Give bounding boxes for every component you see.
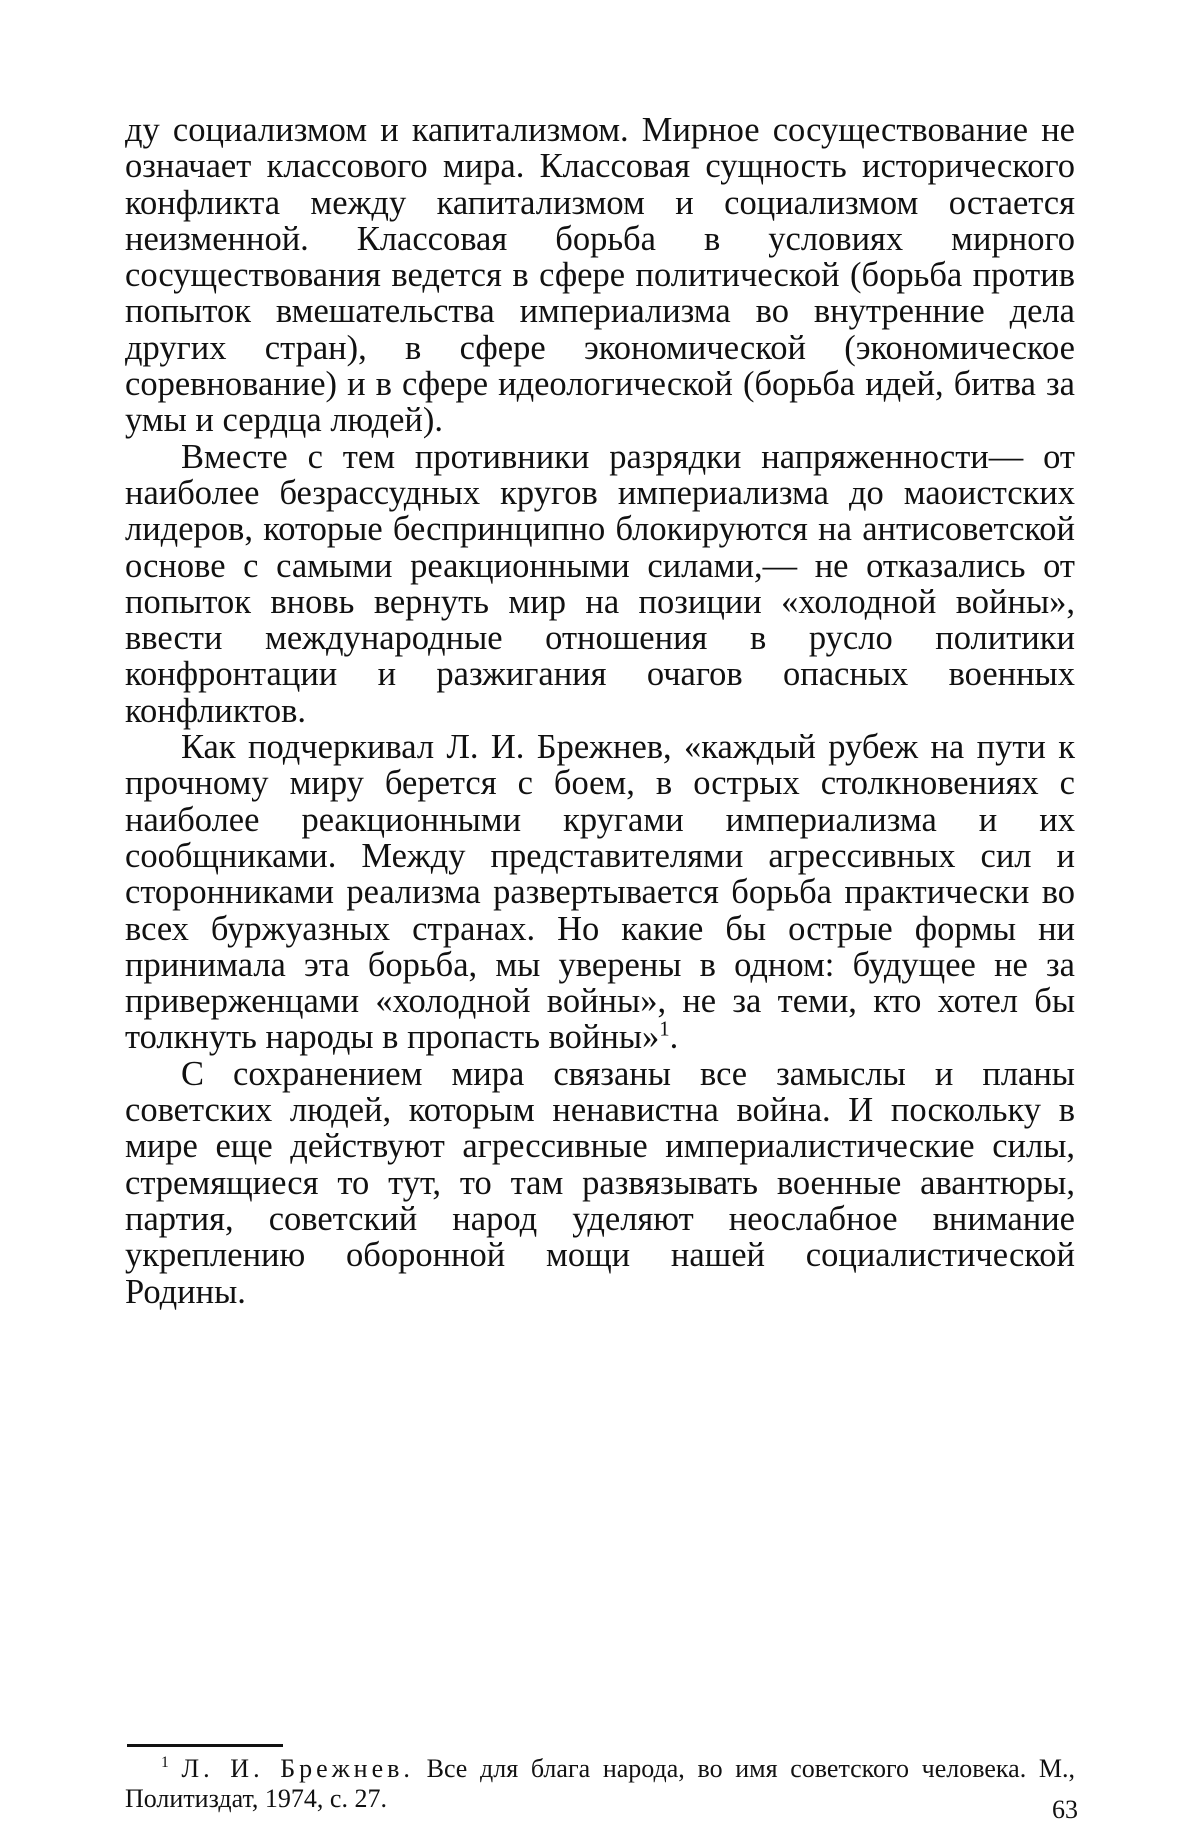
paragraph-3: Как подчеркивал Л. И. Брежнев, «каждый рубеж на пути к прочному миру берется с боем, в острых столкновениях с наиболее реакционными кругами империализма и их сообщниками. Между представителями агрессивных сил и сторонниками реализма развертывается борьба практически во всех буржуазных странах. Но какие бы острые формы ни принимала эта борьба, мы уверены в одном: будущее не за приверженцами «холодной войны», не за теми, кто хотел бы толкнуть народы в пропасть войны»$^1$.	[125, 728, 1075, 1057]
footnote-text: Все для блага народа, во имя советского человека. М., Политиздат, 1974, с. 27.	[125, 1754, 1076, 1813]
paragraph-1: ду социализмом и капитализмом. Мирное сосуществование не означает классового мира. Классовая сущность исторического конфликта между капитализмом и социализмом остается неизменной. Классовая борьба в условиях мирного сосуществования ведется в сфере политической (борьба против попыток вмешательства империализма во внутренние дела других стран), в сфере экономической (экономическое соревнование) и в сфере идеологической (борьба идей, битва за умы и сердца людей).	[125, 111, 1075, 440]
page-number: 63	[1052, 1795, 1078, 1824]
footnote: 1 Л. И. Брежнев. Все для блага народа, во имя советского человека. М., Политиздат, 1974, с. 27.	[125, 1754, 1076, 1813]
paragraph-4: С сохранением мира связаны все замыслы и планы советских людей, которым ненавистна война. И поскольку в мире еще действуют агрессивные империалистические силы, стремящиеся то тут, то там развязывать военные авантюры, партия, советский народ уделяют неослабное внимание укреплению оборонной мощи нашей социалистической Родины.	[125, 1054, 1075, 1311]
footnote-author: Л. И. Брежнев.	[181, 1754, 414, 1783]
paragraph-3-text: Как подчеркивал Л. И. Брежнев, «каждый рубеж на пути к прочному миру берется с боем, в острых столкновениях с наиболее реакционными кругами империализма и их сообщниками. Между представителями агрессивных сил и сторонниками реализма развертывается борьба практически во всех буржуазных странах. Но какие бы острые формы ни принимала эта борьба, мы уверены в одном: будущее не за приверженцами «холодной войны», не за теми, кто хотел бы толкнуть народы в пропасть войны»	[125, 728, 1075, 1057]
paragraph-2: Вместе с тем противники разрядки напряженности— от наиболее безрассудных кругов империализма до маоистских лидеров, которые беспринципно блокируются на антисоветской основе с самыми реакционными силами,— не отказались от попыток вновь вернуть мир на позиции «холодной войны», ввести международные отношения в русло политики конфронтации и разжигания очагов опасных военных конфликтов.	[125, 437, 1075, 730]
main-text	[125, 112, 1075, 1310]
footnote-separator	[127, 1744, 283, 1747]
footnote-reference[interactable]: 1	[659, 1018, 670, 1041]
